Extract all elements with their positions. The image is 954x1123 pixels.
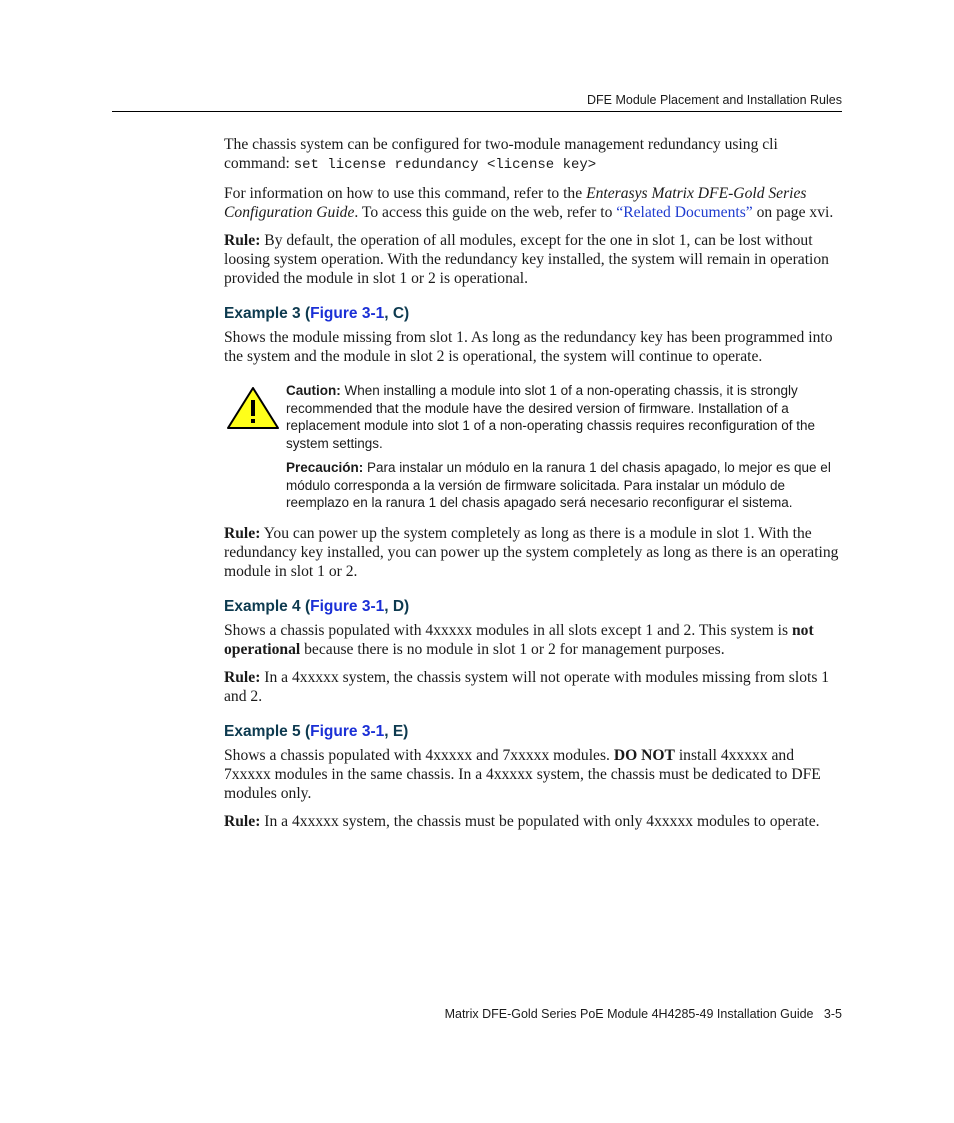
example-3-heading bbox=[224, 304, 840, 324]
rule-label: Rule: bbox=[224, 232, 261, 249]
example-5-text bbox=[224, 746, 840, 803]
rule-3 bbox=[224, 668, 840, 706]
caution-block bbox=[224, 382, 840, 512]
header-title: DFE Module Placement and Installation Rules bbox=[587, 93, 842, 107]
rule-2 bbox=[224, 524, 840, 581]
precaucion-label: Precaución: bbox=[286, 460, 364, 475]
precaucion-text: Para instalar un módulo en la ranura 1 del chasis apagado, lo mejor es que el módulo corresponda a la versión de firmware solicitada. Para instalar un módulo de reemplazo en la ranura 1 del chasis apagado será necesario reconfigurar el sistema. bbox=[286, 460, 831, 510]
figure-3-1-link[interactable]: Figure 3-1 bbox=[310, 597, 385, 615]
heading-suffix: , D) bbox=[384, 597, 410, 615]
figure-3-1-link[interactable]: Figure 3-1 bbox=[310, 305, 385, 322]
page-header bbox=[112, 93, 842, 112]
intro-paragraph-2 bbox=[224, 184, 840, 222]
example-text-a: Shows a chassis populated with 4xxxxx and 7xxxxx modules. bbox=[224, 746, 614, 764]
heading-suffix: , E) bbox=[384, 722, 409, 740]
warning-triangle-icon bbox=[226, 386, 280, 430]
example-text-b: install 4xxxxx and 7xxxxx modules in the same chassis. In a 4xxxxx system, the chassis must be dedicated to DFE modules only. bbox=[224, 746, 821, 802]
rule-1 bbox=[224, 231, 840, 288]
example-text-a: Shows a chassis populated with 4xxxxx modules in all slots except 1 and 2. This system is bbox=[224, 621, 792, 639]
example-5-heading bbox=[224, 722, 840, 742]
intro-text-a: For information on how to use this command, refer to the bbox=[224, 185, 587, 202]
rule-text: You can power up the system completely as long as there is a module in slot 1. With the redundancy key installed, you can power up the system completely as long as there is an operating module in slot 1 or 2. bbox=[224, 524, 839, 580]
heading-suffix: , C) bbox=[384, 305, 410, 322]
example-text-b: because there is no module in slot 1 or 2 for management purposes. bbox=[300, 640, 725, 658]
rule-label: Rule: bbox=[224, 668, 261, 686]
example-3-text: Shows the module missing from slot 1. As long as the redundancy key has been programmed into the system and the module in slot 2 is operational, the system will continue to operate. bbox=[224, 329, 833, 365]
rule-label: Rule: bbox=[224, 524, 261, 542]
intro-text-c: on page xvi. bbox=[752, 204, 834, 221]
figure-3-1-link[interactable]: Figure 3-1 bbox=[310, 722, 385, 740]
rule-text: In a 4xxxxx system, the chassis must be populated with only 4xxxxx modules to operate. bbox=[260, 812, 820, 830]
footer-text: Matrix DFE-Gold Series PoE Module 4H4285-49 Installation Guide 3-5 bbox=[444, 1007, 842, 1021]
emphasis-text: not operational bbox=[224, 621, 814, 658]
rule-4 bbox=[224, 812, 840, 831]
page-content bbox=[224, 135, 840, 840]
caution-text: When installing a module into slot 1 of a non-operating chassis, it is strongly recommended that the module have the desired version of firmware. Installation of a replacement module into slot 1 of a non-operating chassis requires reconfiguration of the system settings. bbox=[286, 383, 816, 451]
page-footer bbox=[445, 1007, 842, 1021]
related-documents-link[interactable]: “Related Documents” bbox=[616, 204, 753, 221]
rule-label: Rule: bbox=[224, 812, 261, 830]
caution-spanish bbox=[286, 459, 840, 512]
intro-text: The chassis system can be configured for two-module management redundancy using cli command: bbox=[224, 136, 778, 172]
heading-prefix: Example 4 ( bbox=[224, 597, 311, 615]
caution-label: Caution: bbox=[286, 383, 341, 398]
guide-title: Enterasys Matrix DFE-Gold Series Configuration Guide bbox=[224, 185, 807, 221]
cli-command: set license redundancy <license key> bbox=[293, 157, 597, 173]
emphasis-text: DO NOT bbox=[613, 746, 675, 764]
rule-text: By default, the operation of all modules, except for the one in slot 1, can be lost without loosing system operation. With the redundancy key installed, the system will remain in operation provided the module in slot 1 or 2 is operational. bbox=[224, 232, 829, 287]
rule-text: In a 4xxxxx system, the chassis system will not operate with modules missing from slots 1 and 2. bbox=[224, 668, 830, 705]
caution-english bbox=[286, 382, 840, 452]
intro-text-b: . To access this guide on the web, refer to bbox=[354, 204, 617, 221]
heading-prefix: Example 5 ( bbox=[224, 722, 311, 740]
intro-paragraph-1 bbox=[224, 135, 840, 175]
example-4-text bbox=[224, 621, 840, 659]
heading-prefix: Example 3 ( bbox=[224, 305, 311, 322]
example-4-heading bbox=[224, 597, 840, 617]
